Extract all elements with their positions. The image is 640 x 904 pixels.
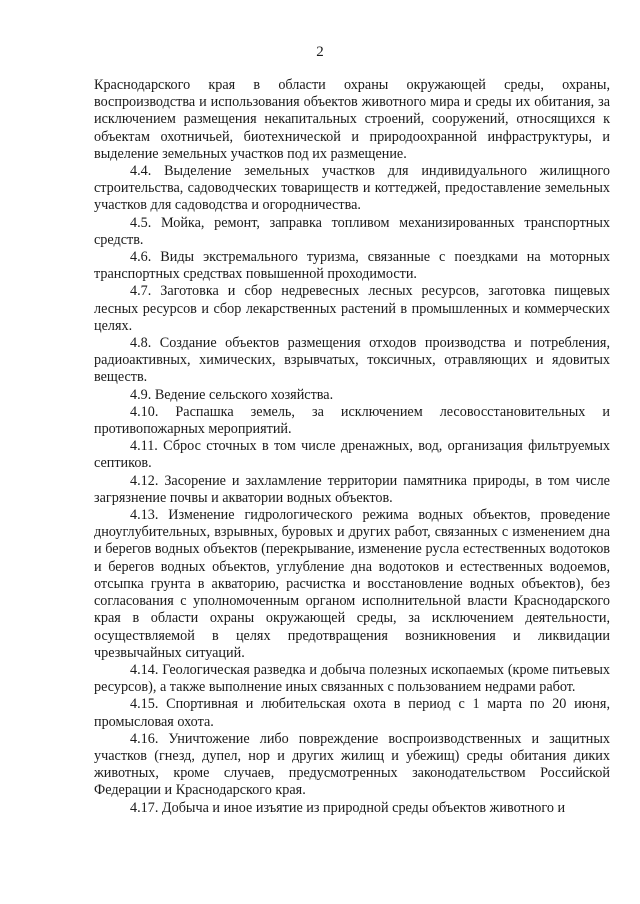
page-number: 2 <box>316 44 324 60</box>
paragraph-4-5: 4.5. Мойка, ремонт, заправка топливом механизированных транспортных средств. <box>94 214 610 248</box>
paragraph-4-10: 4.10. Распашка земель, за исключением лесовосстановительных и противопожарных мероприятий. <box>94 403 610 438</box>
paragraph-4-12: 4.12. Засорение и захламление территории памятника природы, в том числе загрязнение почвы и акватории водных объектов. <box>94 472 610 506</box>
paragraph-4-17: 4.17. Добыча и иное изъятие из природной среды объектов животного и <box>130 799 566 816</box>
paragraph-4-9: 4.9. Ведение сельского хозяйства. <box>130 386 334 403</box>
paragraph-4-15: 4.15. Спортивная и любительская охота в период с 1 марта по 20 июня, промысловая охота. <box>94 696 610 730</box>
paragraph-4-13: 4.13. Изменение гидрологического режима водных объектов, проведение дноуглубительных, взрывных, буровых и других работ, связанных с изменением дна и берегов водных объектов (перекрывание, изменение русла естественных водотоков и берегов водных объектов, углубление дна водотоков и естественных водоемов, отсыпка грунта в акваторию, расчистка и восстановление водных объектов), без согласования с уполномоченным органом исполнительной власти Краснодарского края в области охраны окружающей среды, за исключением деятельности, осуществляемой в целях предотвращения возникновения и ликвидации чрезвычайных ситуаций. <box>94 507 610 661</box>
paragraph-4-14: 4.14. Геологическая разведка и добыча полезных ископаемых (кроме питьевых ресурсов), а также выполнение иных связанных с пользованием недрами работ. <box>94 661 610 696</box>
paragraph-4-4: 4.4. Выделение земельных участков для индивидуального жилищного строительства, садоводческих товариществ и коттеджей, предоставление земельных участков для садоводства и огородничества. <box>94 163 610 214</box>
paragraph-4-16: 4.16. Уничтожение либо повреждение воспроизводственных и защитных участков (гнезд, дупел, нор и других жилищ и убежищ) среды обитания диких животных, кроме случаев, предусмотренных законодательством Российской Федерации и Краснодарского края. <box>94 730 610 799</box>
paragraph-4-8: 4.8. Создание объектов размещения отходов производства и потребления, радиоактивных, химических, взрывчатых, токсичных, отравляющих и ядовитых веществ. <box>94 335 610 386</box>
paragraph-4-7: 4.7. Заготовка и сбор недревесных лесных ресурсов, заготовка пищевых лесных ресурсов и сбор лекарственных растений в промышленных и коммерческих целях. <box>94 283 610 334</box>
document-body <box>94 77 610 817</box>
paragraph-4-11: 4.11. Сброс сточных в том числе дренажных, вод, организация фильтруемых септиков. <box>94 438 610 472</box>
paragraph-continuation: Краснодарского края в области охраны окружающей среды, охраны, воспроизводства и использования объектов животного мира и среды их обитания, за исключением размещения некапитальных строений, сооружений, относящихся к объектам охотничьей, биотехнической и природоохранной инфраструктуры, и выделение земельных участков под их размещение. <box>94 77 610 162</box>
paragraph-4-6: 4.6. Виды экстремального туризма, связанные с поездками на моторных транспортных средствах повышенной проходимости. <box>94 249 610 283</box>
